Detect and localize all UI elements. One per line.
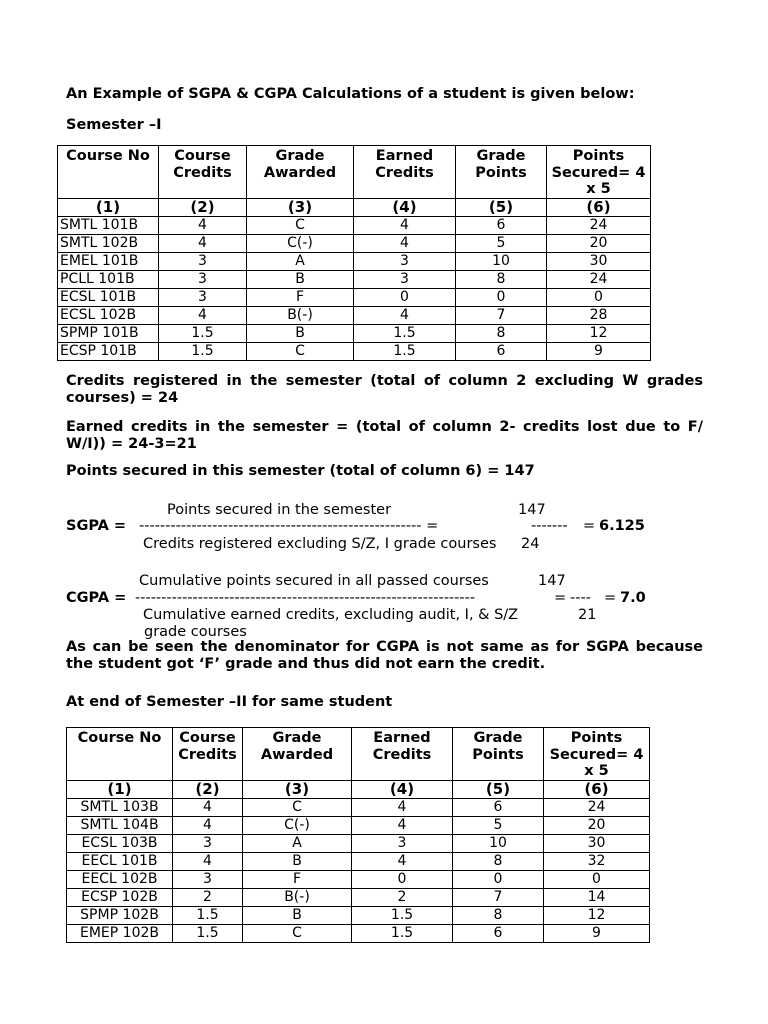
column-header: Points Secured= 4 x 5 xyxy=(547,146,651,199)
table-row xyxy=(67,924,650,942)
table-cell: 1.5 xyxy=(354,342,456,360)
table-row xyxy=(67,798,650,816)
table-cell: 3 xyxy=(159,270,247,288)
column-header: Course No xyxy=(67,728,173,781)
table-row xyxy=(67,834,650,852)
table-cell: A xyxy=(243,834,352,852)
table-cell: 8 xyxy=(453,906,544,924)
table-cell: PCLL 101B xyxy=(58,270,159,288)
earned-credits-note: Earned credits in the semester = (total of column 2- credits lost due to F/ W/I)) = 24-3=21 xyxy=(66,419,703,452)
table-cell: 4 xyxy=(352,816,453,834)
table-cell: 3 xyxy=(173,870,243,888)
table-cell: 6 xyxy=(453,798,544,816)
column-header: Course Credits xyxy=(159,146,247,199)
table-cell: 20 xyxy=(544,816,650,834)
table-cell: 1.5 xyxy=(173,924,243,942)
table-cell: SMTL 103B xyxy=(67,798,173,816)
table-cell: 0 xyxy=(354,288,456,306)
table-row xyxy=(58,252,651,270)
cgpa-fraction-line: ----------------------------------------------------------------- xyxy=(135,590,476,606)
table-cell: C xyxy=(247,216,354,234)
semester-1-heading: Semester –I xyxy=(66,117,162,133)
table-row xyxy=(58,342,651,360)
table-row xyxy=(67,870,650,888)
table-cell: SMTL 104B xyxy=(67,816,173,834)
column-header: Course Credits xyxy=(173,728,243,781)
points-secured-note: Points secured in this semester (total of column 6) = 147 xyxy=(66,463,535,479)
sgpa-result: 6.125 xyxy=(599,518,645,534)
table-cell: 7 xyxy=(456,306,547,324)
table-cell: 3 xyxy=(354,252,456,270)
table-cell: 5 xyxy=(453,816,544,834)
table-cell: 4 xyxy=(352,852,453,870)
cgpa-short-fraction-line: ---- xyxy=(570,590,591,606)
table-row xyxy=(58,324,651,342)
table-cell: 1.5 xyxy=(354,324,456,342)
table-cell: C xyxy=(243,798,352,816)
table-cell: B xyxy=(247,324,354,342)
table-cell: C xyxy=(243,924,352,942)
column-header: Earned Credits xyxy=(352,728,453,781)
table-cell: 9 xyxy=(547,342,651,360)
table-cell: 10 xyxy=(456,252,547,270)
table-cell: 8 xyxy=(456,324,547,342)
column-number: (2) xyxy=(159,198,247,216)
table-cell: A xyxy=(247,252,354,270)
table-cell: 10 xyxy=(453,834,544,852)
table-row xyxy=(67,906,650,924)
table-cell: 24 xyxy=(547,216,651,234)
table-cell: 1.5 xyxy=(159,324,247,342)
table-cell: 4 xyxy=(352,798,453,816)
table-cell: 1.5 xyxy=(352,924,453,942)
table-cell: 0 xyxy=(544,870,650,888)
table-row xyxy=(58,288,651,306)
table-cell: B(-) xyxy=(243,888,352,906)
cgpa-denominator-label-cont: grade courses xyxy=(144,624,247,640)
table-cell: B xyxy=(243,906,352,924)
table-cell: 8 xyxy=(453,852,544,870)
table-cell: 4 xyxy=(159,216,247,234)
cgpa-equals: = xyxy=(604,590,617,606)
table-cell: ECSP 101B xyxy=(58,342,159,360)
table-cell: 4 xyxy=(354,306,456,324)
credits-registered-note: Credits registered in the semester (total of column 2 excluding W grades courses) = 24 xyxy=(66,373,703,406)
table-cell: 28 xyxy=(547,306,651,324)
table-cell: EMEP 102B xyxy=(67,924,173,942)
table-cell: 0 xyxy=(547,288,651,306)
table-cell: B xyxy=(247,270,354,288)
semester-2-table xyxy=(66,727,650,943)
table-cell: 30 xyxy=(547,252,651,270)
explanation: As can be seen the denominator for CGPA is not same as for SGPA because the student got ‘F’ grade and thus did not earn the credit. xyxy=(66,639,703,672)
cgpa-equals-1: = xyxy=(554,590,567,606)
semester-2-heading: At end of Semester –II for same student xyxy=(66,694,393,710)
table-cell: 4 xyxy=(354,216,456,234)
column-number: (1) xyxy=(67,780,173,798)
table-cell: 12 xyxy=(547,324,651,342)
table-cell: EECL 102B xyxy=(67,870,173,888)
table-cell: F xyxy=(247,288,354,306)
table-cell: 3 xyxy=(173,834,243,852)
table-cell: 6 xyxy=(456,342,547,360)
table-cell: 8 xyxy=(456,270,547,288)
column-number: (6) xyxy=(547,198,651,216)
table-cell: 0 xyxy=(456,288,547,306)
sgpa-label: SGPA = xyxy=(66,518,127,534)
sgpa-denominator-label: Credits registered excluding S/Z, I grade courses xyxy=(143,536,497,552)
column-number: (6) xyxy=(544,780,650,798)
table-cell: 20 xyxy=(547,234,651,252)
table-cell: 0 xyxy=(453,870,544,888)
table-cell: SPMP 102B xyxy=(67,906,173,924)
column-number-row xyxy=(67,780,650,798)
sgpa-numerator-value: 147 xyxy=(518,502,546,518)
column-number-row xyxy=(58,198,651,216)
table-cell: 30 xyxy=(544,834,650,852)
table-row xyxy=(58,234,651,252)
column-header: Grade Awarded xyxy=(243,728,352,781)
table-cell: SPMP 101B xyxy=(58,324,159,342)
cgpa-denominator-label: Cumulative earned credits, excluding audit, I, & S/Z xyxy=(143,607,519,623)
intro-heading: An Example of SGPA & CGPA Calculations of a student is given below: xyxy=(66,86,635,102)
table-cell: EMEL 101B xyxy=(58,252,159,270)
column-header: Points Secured= 4 x 5 xyxy=(544,728,650,781)
column-header: Grade Points xyxy=(456,146,547,199)
table-cell: 6 xyxy=(453,924,544,942)
column-header: Grade Awarded xyxy=(247,146,354,199)
table-cell: 4 xyxy=(159,306,247,324)
table-row xyxy=(58,306,651,324)
table-row xyxy=(67,816,650,834)
table-cell: ECSP 102B xyxy=(67,888,173,906)
table-row xyxy=(67,888,650,906)
cgpa-numerator-label: Cumulative points secured in all passed courses xyxy=(139,573,489,589)
table-cell: 3 xyxy=(159,252,247,270)
header-row xyxy=(67,728,650,781)
table-cell: 24 xyxy=(547,270,651,288)
column-number: (3) xyxy=(243,780,352,798)
table-cell: 4 xyxy=(173,816,243,834)
column-number: (5) xyxy=(453,780,544,798)
table-cell: 1.5 xyxy=(173,906,243,924)
column-number: (1) xyxy=(58,198,159,216)
table-row xyxy=(58,270,651,288)
table-cell: 7 xyxy=(453,888,544,906)
cgpa-label: CGPA = xyxy=(66,590,127,606)
table-cell: 12 xyxy=(544,906,650,924)
table-cell: 0 xyxy=(352,870,453,888)
table-cell: ECSL 101B xyxy=(58,288,159,306)
table-cell: 3 xyxy=(159,288,247,306)
table-cell: 1.5 xyxy=(352,906,453,924)
cgpa-denominator-value: 21 xyxy=(578,607,597,623)
table-cell: 4 xyxy=(173,852,243,870)
table-cell: B(-) xyxy=(247,306,354,324)
table-cell: 3 xyxy=(354,270,456,288)
cgpa-result: 7.0 xyxy=(620,590,646,606)
table-cell: 4 xyxy=(354,234,456,252)
column-number: (3) xyxy=(247,198,354,216)
table-cell: SMTL 101B xyxy=(58,216,159,234)
table-cell: C(-) xyxy=(247,234,354,252)
table-cell: ECSL 103B xyxy=(67,834,173,852)
sgpa-equals: = xyxy=(583,518,596,534)
column-header: Grade Points xyxy=(453,728,544,781)
table-cell: SMTL 102B xyxy=(58,234,159,252)
sgpa-denominator-value: 24 xyxy=(521,536,540,552)
table-cell: 4 xyxy=(159,234,247,252)
column-number: (5) xyxy=(456,198,547,216)
column-number: (4) xyxy=(354,198,456,216)
table-cell: 2 xyxy=(173,888,243,906)
table-cell: 14 xyxy=(544,888,650,906)
table-cell: 6 xyxy=(456,216,547,234)
sgpa-short-fraction-line: ------- xyxy=(531,518,568,534)
table-cell: 32 xyxy=(544,852,650,870)
column-number: (2) xyxy=(173,780,243,798)
table-cell: EECL 101B xyxy=(67,852,173,870)
table-cell: B xyxy=(243,852,352,870)
table-cell: 5 xyxy=(456,234,547,252)
cgpa-numerator-value: 147 xyxy=(538,573,566,589)
table-cell: 2 xyxy=(352,888,453,906)
semester-1-table xyxy=(57,145,651,361)
sgpa-numerator-label: Points secured in the semester xyxy=(167,502,392,518)
table-cell: F xyxy=(243,870,352,888)
table-row xyxy=(58,216,651,234)
table-cell: C(-) xyxy=(243,816,352,834)
header-row xyxy=(58,146,651,199)
table-cell: 1.5 xyxy=(159,342,247,360)
table-cell: 3 xyxy=(352,834,453,852)
table-cell: 4 xyxy=(173,798,243,816)
table-cell: C xyxy=(247,342,354,360)
table-cell: 9 xyxy=(544,924,650,942)
column-number: (4) xyxy=(352,780,453,798)
column-header: Course No xyxy=(58,146,159,199)
table-row xyxy=(67,852,650,870)
table-cell: 24 xyxy=(544,798,650,816)
sgpa-fraction-line: ------------------------------------------------------ = xyxy=(139,518,439,534)
table-cell: ECSL 102B xyxy=(58,306,159,324)
column-header: Earned Credits xyxy=(354,146,456,199)
